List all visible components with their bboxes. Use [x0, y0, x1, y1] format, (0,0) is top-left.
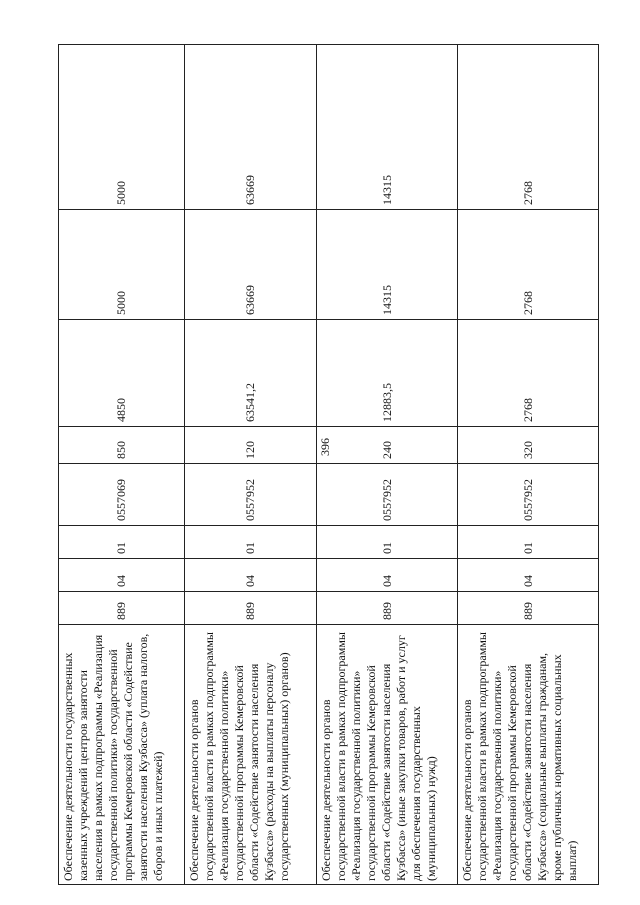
row-description: Обеспечение деятельности органов государственной власти в рамках подпрограммы «Реализация государственной политики» государственной программы Кемеровской области «Содействие занятости населения Кузбасса» (расходы на выплаты персоналу государственных (муниципальных) органов) — [185, 625, 317, 885]
amount-2: 63669 — [185, 210, 317, 320]
table-row — [185, 45, 317, 885]
ministry-code: 889 — [458, 592, 599, 625]
budget-table — [58, 44, 599, 885]
table-row — [59, 45, 185, 885]
subsection-code: 01 — [59, 526, 185, 559]
budget-table-container — [58, 45, 598, 885]
amount-1: 2768 — [458, 320, 599, 427]
expense-type-code: 240 — [317, 427, 458, 464]
section-code: 04 — [185, 559, 317, 592]
amount-1: 4850 — [59, 320, 185, 427]
ministry-code: 889 — [317, 592, 458, 625]
amount-3: 2768 — [458, 45, 599, 210]
page-number: 396 — [318, 438, 332, 456]
amount-2: 14315 — [317, 210, 458, 320]
expense-type-code: 120 — [185, 427, 317, 464]
row-description: Обеспечение деятельности органов государственной власти в рамках подпрограммы «Реализация государственной политики» государственной программы Кемеровской области «Содействие занятости населения Кузбасса» (социальные выплаты гражданам, кроме публичных нормативных социальных выплат) — [458, 625, 599, 885]
amount-3: 63669 — [185, 45, 317, 210]
subsection-code: 01 — [317, 526, 458, 559]
section-code: 04 — [59, 559, 185, 592]
expense-type-code: 320 — [458, 427, 599, 464]
expense-type-code: 850 — [59, 427, 185, 464]
subsection-code: 01 — [185, 526, 317, 559]
target-code: 0557952 — [317, 464, 458, 526]
amount-3: 14315 — [317, 45, 458, 210]
ministry-code: 889 — [185, 592, 317, 625]
target-code: 0557952 — [458, 464, 599, 526]
section-code: 04 — [317, 559, 458, 592]
amount-3: 5000 — [59, 45, 185, 210]
table-row — [317, 45, 458, 885]
target-code: 0557952 — [185, 464, 317, 526]
amount-1: 12883,5 — [317, 320, 458, 427]
amount-1: 63541,2 — [185, 320, 317, 427]
amount-2: 2768 — [458, 210, 599, 320]
ministry-code: 889 — [59, 592, 185, 625]
amount-2: 5000 — [59, 210, 185, 320]
section-code: 04 — [458, 559, 599, 592]
subsection-code: 01 — [458, 526, 599, 559]
row-description: Обеспечение деятельности государственных казенных учреждений центров занятости населения в рамках подпрограммы «Реализация государственной политики» государственной программы Кемеровской области «Содействие занятости населения Кузбасса» (уплата налогов, сборов и иных платежей) — [59, 625, 185, 885]
row-description: Обеспечение деятельности органов государственной власти в рамках подпрограммы «Реализация государственной политики» государственной программы Кемеровской области «Содействие занятости населения Кузбасса» (иные закупки товаров, работ и услуг для обеспечения государственных (муниципальных) нужд) — [317, 625, 458, 885]
rotated-table — [58, 45, 598, 885]
target-code: 0557069 — [59, 464, 185, 526]
table-row — [458, 45, 599, 885]
